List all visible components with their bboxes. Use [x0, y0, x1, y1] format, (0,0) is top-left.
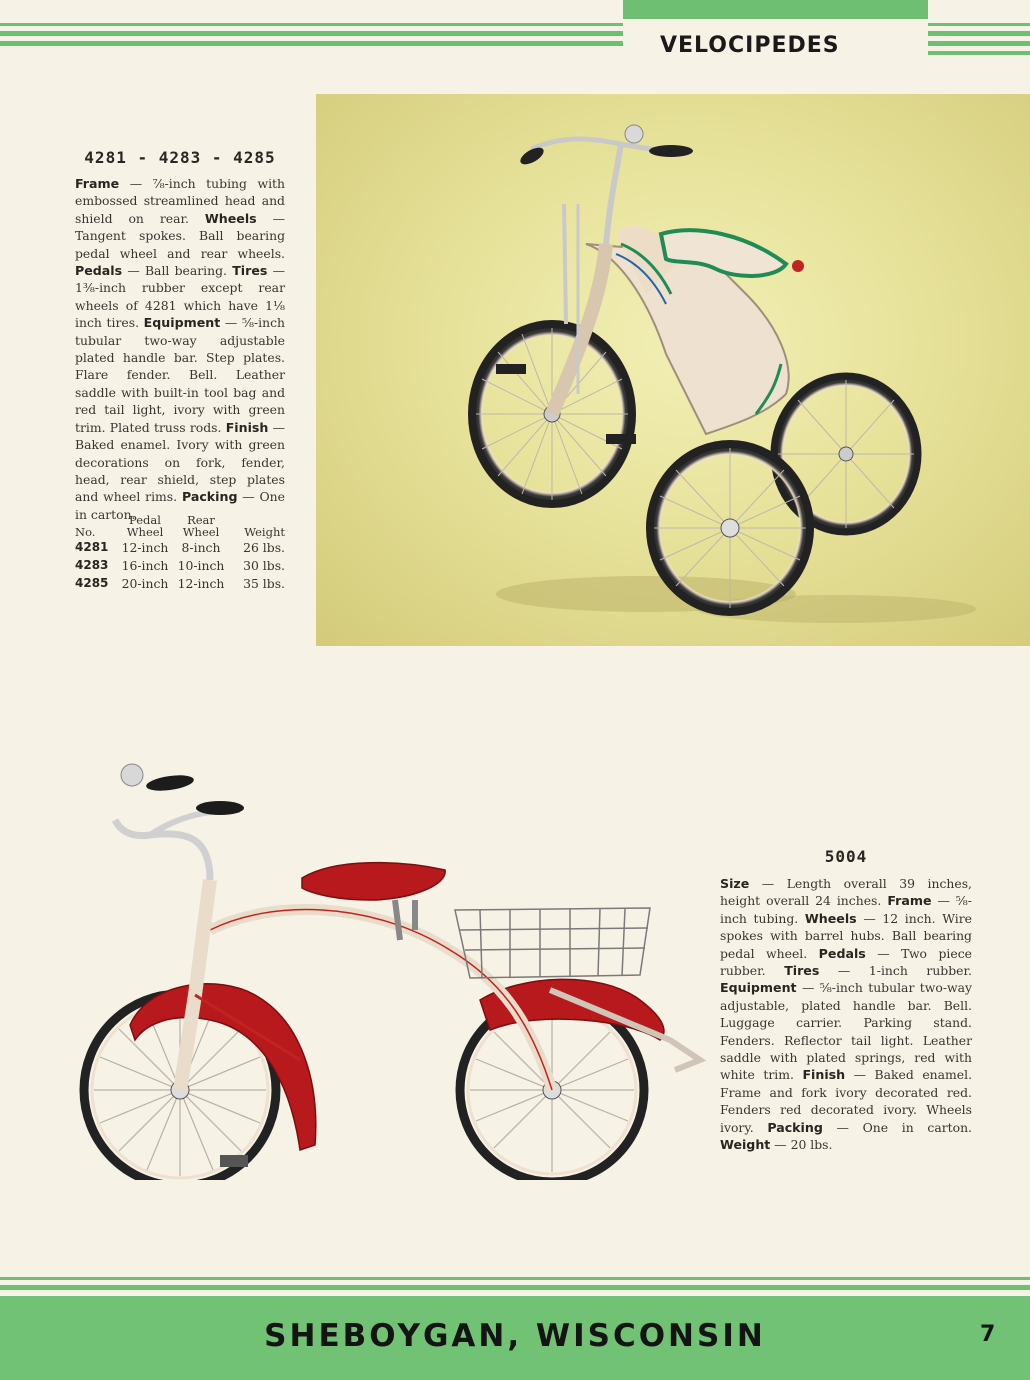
product-b-description [720, 875, 972, 1154]
page-number: 7 [980, 1322, 996, 1347]
footer-rule-2 [0, 1285, 1030, 1290]
cell-weight: 26 lbs. [243, 539, 285, 555]
footer-city: SHEBOYGAN, WISCONSIN [264, 1318, 766, 1354]
spec-label: Wheels [804, 910, 857, 926]
cell-no: 4285 [75, 576, 109, 590]
cell-rear-wheel: 12-inch [177, 575, 225, 591]
header-rule-left-3 [0, 41, 623, 46]
bicycle-icon [84, 764, 700, 1180]
spec-text: — Baked enamel. Ivory with green decorations on fork, fender, head, rear shield, step plates and wheel rims. [75, 419, 285, 505]
cell-rear-wheel: 8-inch [181, 539, 221, 555]
spec-label: Pedals [75, 263, 123, 279]
header-rule-left-1 [0, 23, 623, 26]
spec-label: Frame [887, 893, 932, 909]
spec-text: — ⅝-inch tubing. [720, 893, 972, 926]
spec-text: — ⅞-inch tubing with embossed streamlined head and shield on rear. [75, 176, 285, 226]
spec-text: — ⅝-inch tubular two-way adjustable, plated handle bar. Bell. Luggage carrier. Parking stand. Fenders. Reflector tail light. Leather saddle with plated springs, red with white trim. [720, 980, 972, 1083]
spec-text: — ⅝-inch tubular two-way adjustable plated handle bar. Step plates. Flare fender. Bell. Leather saddle with built-in tool bag and red tail light, ivory with green trim. Plated truss rods. [75, 315, 285, 435]
spec-label: Equipment [720, 980, 797, 996]
spec-label: Finish [802, 1067, 846, 1083]
header-tab [623, 0, 928, 19]
table-row [75, 556, 285, 574]
header-rule-right-3 [928, 41, 1030, 46]
cell-weight: 35 lbs. [243, 575, 285, 591]
spec-label: Packing [181, 489, 238, 505]
col-no: No. [75, 525, 96, 539]
col-pedal-wheel: Pedal Wheel [126, 513, 164, 539]
spec-text: — 20 lbs. [770, 1137, 833, 1153]
spec-text: — Tangent spokes. Ball bearing pedal wheel and rear wheels. [75, 210, 285, 261]
header-rule-right-4 [928, 51, 1030, 55]
section-title: VELOCIPEDES [660, 33, 840, 58]
spec-label: Packing [767, 1119, 823, 1135]
header-rule-right-2 [928, 31, 1030, 36]
spec-label: Tires [232, 263, 268, 279]
spec-label: Tires [784, 963, 820, 979]
spec-text: — 1-inch rubber. [819, 963, 972, 979]
spec-text: — Baked enamel. Frame and fork ivory decorated red. Fenders red decorated ivory. Wheels ivory. [720, 1067, 973, 1135]
col-weight: Weight [244, 525, 285, 539]
spec-text: — Two piece rubber. [720, 945, 972, 979]
spec-label: Frame [75, 176, 120, 191]
spec-table-header [75, 514, 285, 538]
spec-label: Weight [720, 1137, 771, 1153]
product-b-model-number: 5004 [824, 847, 868, 866]
sidewalk-bike-illustration [70, 750, 710, 1180]
table-row [75, 574, 285, 592]
spec-text: — One in carton. [822, 1119, 973, 1135]
spec-label: Size [720, 876, 750, 891]
cell-pedal-wheel: 20-inch [121, 575, 169, 591]
spec-label: Wheels [204, 210, 257, 226]
header-rule-right-1 [928, 23, 1030, 26]
cell-no: 4283 [75, 558, 109, 572]
spec-text: — 1⅜-inch rubber except rear wheels of 4281 which have 1⅛ inch tires. [75, 263, 285, 331]
header-rule-left-2 [0, 31, 623, 36]
spec-text: — One in carton. [75, 489, 285, 522]
spec-label: Equipment [143, 315, 221, 331]
spec-text: — Length overall 39 inches, height overall 24 inches. [720, 876, 972, 909]
product-a-spec-table [75, 514, 285, 592]
product-a-model-numbers: 4281 - 4283 - 4285 [84, 148, 276, 167]
cell-rear-wheel: 10-inch [177, 557, 225, 573]
col-rear-wheel: Rear Wheel [182, 513, 220, 539]
tricycle-icon [316, 94, 1030, 646]
cell-pedal-wheel: 12-inch [121, 539, 169, 555]
cell-weight: 30 lbs. [243, 557, 285, 573]
table-row [75, 538, 285, 556]
cell-no: 4281 [75, 540, 109, 554]
product-a-description [75, 175, 285, 523]
spec-text: — Ball bearing. [122, 263, 233, 279]
spec-label: Pedals [818, 945, 866, 961]
spec-label: Finish [225, 419, 269, 435]
spec-text: — 12 inch. Wire spokes with barrel hubs. Ball bearing pedal wheel. [720, 910, 972, 961]
cell-pedal-wheel: 16-inch [121, 557, 169, 573]
footer-rule-1 [0, 1277, 1030, 1280]
tricycle-illustration [316, 94, 1030, 646]
